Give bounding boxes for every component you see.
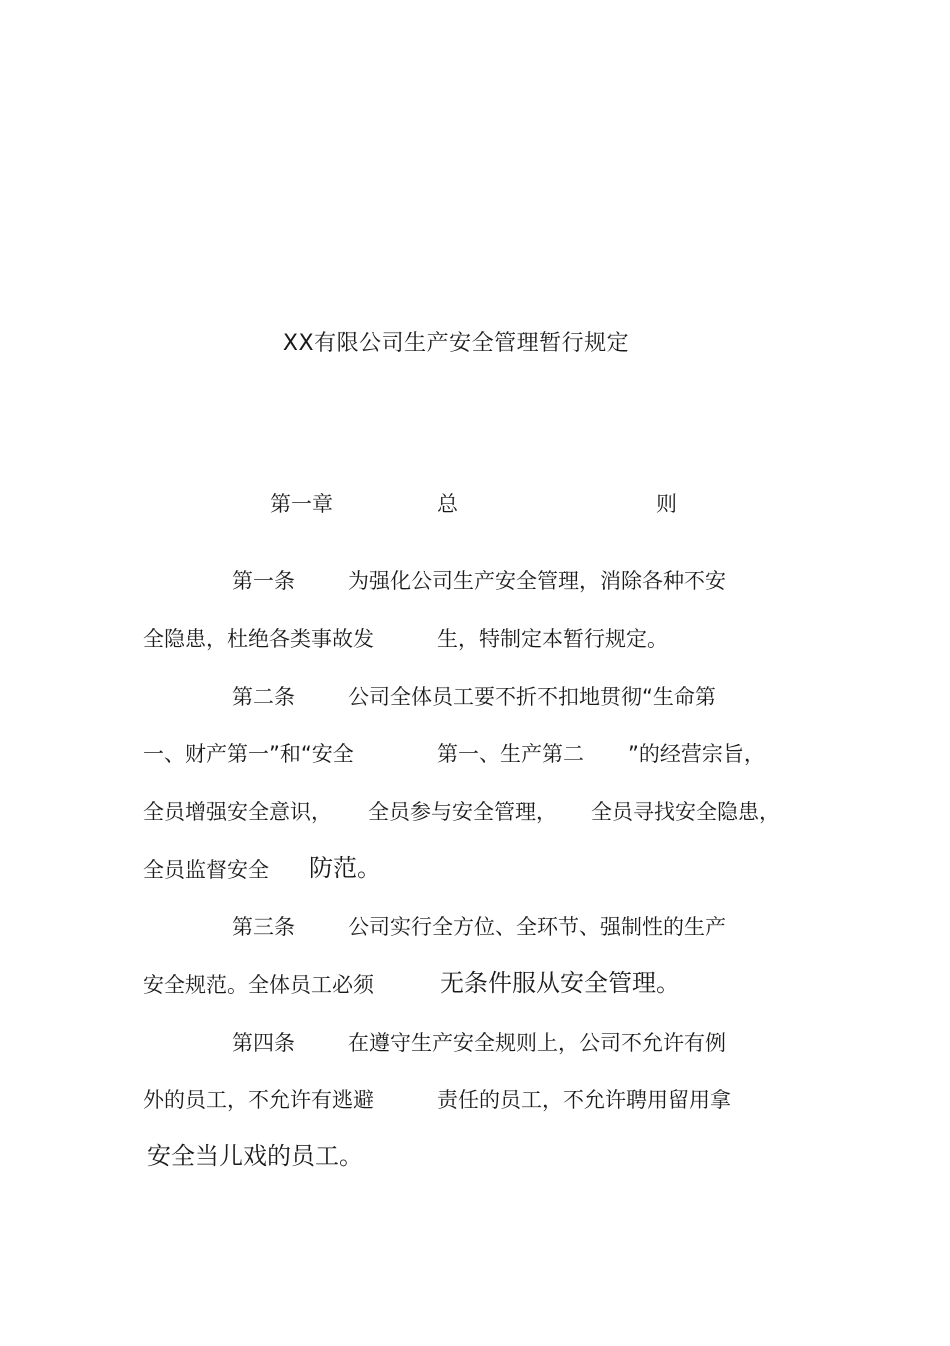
article-text: 公司实行全方位、全环节、强制性的生产 [348, 915, 726, 939]
article-text: 责任的员工，不允许聘用留用拿 [437, 1088, 731, 1112]
chapter-name-part1: 总 [437, 492, 458, 516]
document-title: XX有限公司生产安全管理暂行规定 [282, 331, 630, 356]
article-text: 生，特制定本暂行规定。 [437, 627, 668, 651]
article-text: 公司全体员工要不折不扣地贯彻“生命第 [348, 685, 716, 709]
article-text: 安全规范。全体员工必须 [143, 973, 374, 997]
article-text: 无条件服从安全管理。 [440, 969, 680, 997]
article-label: 第一条 [232, 569, 295, 593]
article-text: 一、财产第一”和“安全 [143, 742, 354, 766]
article-text: 全员参与安全管理， [368, 800, 557, 824]
article-text: 全隐患，杜绝各类事故发 [143, 627, 374, 651]
article-text: 在遵守生产安全规则上，公司不允许有例 [348, 1031, 726, 1055]
article-text: 第一、生产第二 [437, 742, 584, 766]
article-text: 外的员工，不允许有逃避 [143, 1088, 374, 1112]
article-text: 防范。 [309, 854, 381, 882]
article-text: 全员监督安全 [143, 858, 269, 882]
article-text: ”的经营宗旨， [628, 742, 765, 766]
article-label: 第四条 [232, 1031, 295, 1055]
article-label: 第三条 [232, 915, 295, 939]
article-label: 第二条 [232, 685, 295, 709]
article-text: 全员寻找安全隐患， [591, 800, 780, 824]
article-text: 为强化公司生产安全管理，消除各种不安 [348, 569, 726, 593]
chapter-name-part2: 则 [656, 492, 677, 516]
article-text: 全员增强安全意识， [143, 800, 332, 824]
chapter-heading [0, 488, 950, 516]
chapter-number: 第一章 [270, 492, 333, 516]
article-text: 安全当儿戏的员工。 [147, 1142, 363, 1170]
